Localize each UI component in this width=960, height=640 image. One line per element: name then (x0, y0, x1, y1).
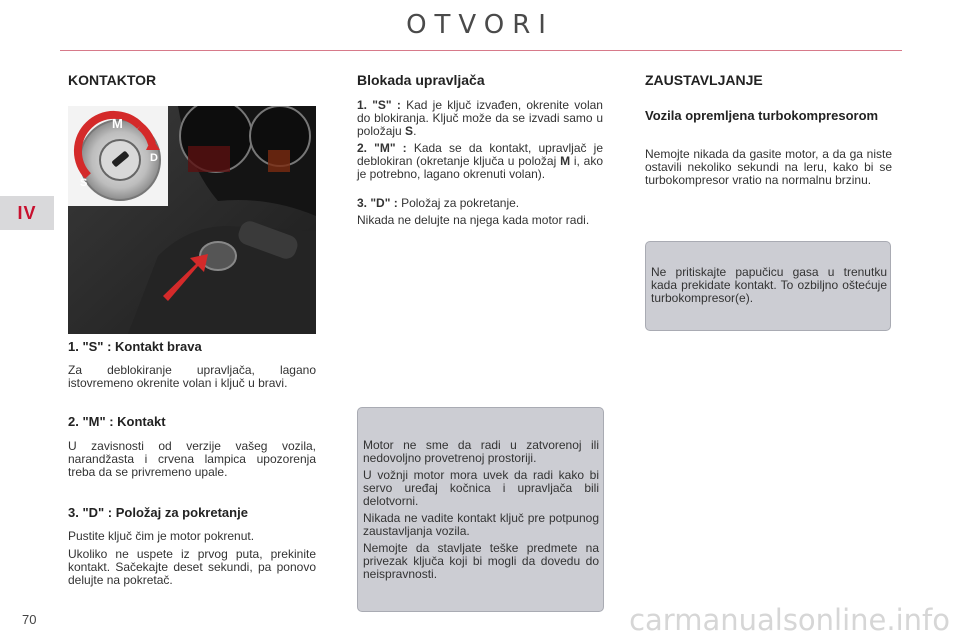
kontakt-heading: 2. "M" : Kontakt (68, 414, 166, 429)
pokretanje-heading: 3. "D" : Položaj za pokretanje (68, 505, 248, 520)
lock-label-s: S (80, 177, 88, 189)
blokada-item-m-end: i, ako je potrebno, lagano okrenuti volan). (357, 154, 603, 181)
ignition-photo (68, 106, 316, 334)
pokretanje-text-1: Pustite ključ čim je motor pokrenut. (68, 529, 255, 543)
chapter-tab[interactable]: IV (0, 196, 54, 230)
turbo-warning-text: Ne pritiskajte papučicu gasa u trenutku kada prekidate kontakt. To ozbiljno oštećuje turbokompresor(e). (651, 265, 887, 305)
turbo-warning-box (645, 241, 891, 331)
blokada-note: Nikada ne delujte na njega kada motor radi. (357, 213, 590, 227)
zaustavljanje-heading: ZAUSTAVLJANJE (645, 72, 763, 88)
blokada-item-s-text: Kad je ključ izvađen, okrenite volan do blokiranja. Ključ može da se izvadi samo u položaju (357, 98, 603, 138)
pokretanje-text-2: Ukoliko ne uspete iz prvog puta, prekinite kontakt. Sačekajte deset sekundi, pa ponovo delujte na pokretač. (68, 547, 316, 587)
blokada-item-m-label: 2. "M" : (357, 141, 407, 155)
blokada-item-d-text: Položaj za pokretanje. (401, 196, 520, 210)
blokada-item-m-text: Kada se da kontakt, upravljač je deblokiran (okretanje ključa u položaj (357, 141, 603, 168)
blokada-item-s-end: . (413, 124, 417, 138)
lock-label-m: M (112, 116, 123, 131)
title-divider (60, 50, 902, 51)
engine-warning-4: Nemojte da stavljate teške predmete na privezak ključa koji bi mogli da dovedu do neispravnosti. (363, 541, 599, 581)
blokada-heading: Blokada upravljača (357, 72, 485, 88)
lock-label-d: D (150, 152, 158, 164)
page-number: 70 (22, 612, 37, 627)
blokada-item-m-bold: M (560, 154, 571, 168)
blokada-item-s (357, 99, 603, 138)
kontaktor-heading: KONTAKTOR (68, 72, 157, 88)
ignition-illustration (68, 106, 316, 334)
engine-warning-3: Nikada ne vadite kontakt ključ pre potpunog zaustavljanja vozila. (363, 511, 599, 538)
engine-warning-box (357, 407, 604, 612)
blokada-item-m (357, 142, 603, 181)
kontakt-brava-text: Za deblokiranje upravljača, lagano istovremeno okrenite volan i ključ u bravi. (68, 363, 316, 390)
blokada-item-s-label: 1. "S" : (357, 98, 401, 112)
kontakt-text: U zavisnosti od verzije vašeg vozila, narandžasta i crvena lampica upozorenja treba da se privremeno upale. (68, 439, 316, 479)
blokada-item-d-label: 3. "D" : (357, 196, 398, 210)
engine-warning-2: U vožnji motor mora uvek da radi kako bi servo uređaj kočnica i upravljača bili delotvorni. (363, 468, 599, 508)
turbo-subheading: Vozila opremljena turbokompresorom (645, 108, 879, 123)
turbo-text: Nemojte nikada da gasite motor, a da ga niste ostavili nekoliko sekundi na leru, kako bi se turbokompresor vratio na normalnu brzinu. (645, 147, 892, 187)
engine-warning-1: Motor ne sme da radi u zatvorenoj ili nedovoljno provetrenoj prostoriji. (363, 438, 599, 465)
page-title: OTVORI (406, 10, 554, 40)
blokada-item-d (357, 197, 603, 210)
blokada-item-s-bold: S (405, 124, 414, 138)
watermark[interactable]: carmanualsonline.info (629, 603, 950, 637)
kontakt-brava-heading: 1. "S" : Kontakt brava (68, 339, 202, 354)
